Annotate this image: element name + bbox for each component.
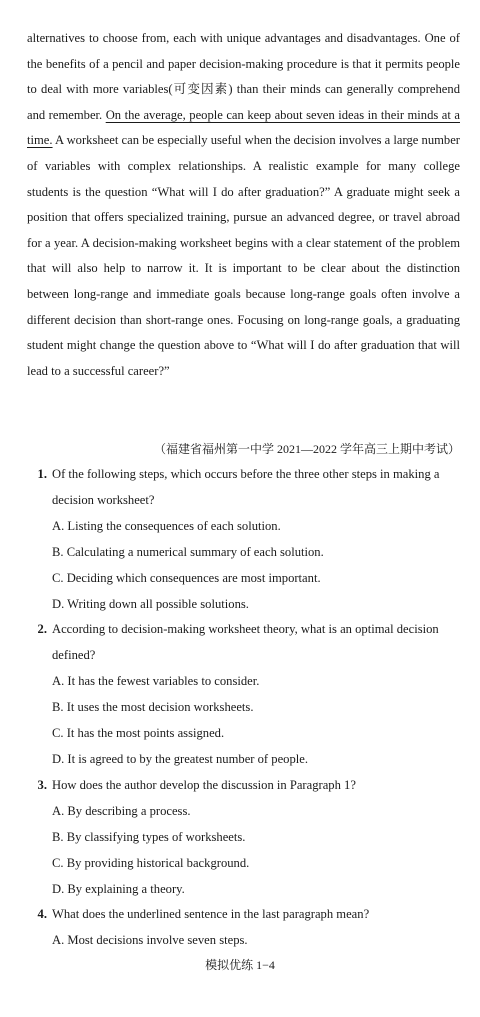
answer-option-a: A. By describing a process. xyxy=(52,803,191,818)
question-number: 2. xyxy=(37,622,47,637)
answer-option-a: A. Listing the consequences of each solution. xyxy=(52,518,281,533)
question-stem xyxy=(27,902,462,928)
question-2 xyxy=(27,617,462,772)
passage-text-rest: A worksheet can be especially useful when the decision involves a large number of variables with complex relationships. A realistic example for many college students is the question “What will I do after graduation?” A graduate might seek a position that offers specialized training, pursue an advanced degree, or travel abroad for a year. A decision-making worksheet begins with a clear statement of the problem that will also help to narrow it. It is important to be clear about the distinction between long-range and immediate goals because long-range goals often involve a different decision than short-range ones. Focusing on long-range goals, a graduating student might change the question above to “What will I do after graduation that will lead to a successful career?” xyxy=(27,133,460,378)
answer-option-b: B. It uses the most decision worksheets. xyxy=(52,700,254,715)
question-stem xyxy=(27,617,462,669)
answer-option-b: B. By classifying types of worksheets. xyxy=(52,829,246,844)
passage-paragraph xyxy=(27,26,460,384)
answer-option-d: D. By explaining a theory. xyxy=(52,881,185,896)
question-4 xyxy=(27,902,462,954)
question-number: 3. xyxy=(37,777,47,792)
question-number: 4. xyxy=(37,907,47,922)
question-list xyxy=(27,462,462,954)
question-1 xyxy=(27,462,462,617)
answer-option-a: A. Most decisions involve seven steps. xyxy=(52,933,248,948)
answer-option-c: C. It has the most points assigned. xyxy=(52,726,225,741)
question-3 xyxy=(27,773,462,903)
source-citation: （福建省福州第一中学 2021—2022 学年高三上期中考试） xyxy=(153,442,460,456)
answer-option-b: B. Calculating a numerical summary of each solution. xyxy=(52,544,324,559)
reading-passage xyxy=(27,26,460,384)
passage-text-lead: alternatives to choose from, each with unique advantages and disadvantages. One of the benefits of a pencil and paper decision-making procedure is that it permits people to deal with more variables(可变因素) than their minds can generally comprehend and remember. xyxy=(27,31,460,122)
answer-option-d: D. It is agreed to by the greatest number of people. xyxy=(52,751,308,766)
question-stem xyxy=(27,462,462,514)
answer-option-d: D. Writing down all possible solutions. xyxy=(52,596,249,611)
question-stem xyxy=(27,773,462,799)
page-footer: 模拟优练 1−4 xyxy=(205,958,275,972)
question-text: How does the author develop the discussion in Paragraph 1? xyxy=(52,777,356,792)
underlined-sentence: On the average, people can keep about seven ideas in their minds at a time. xyxy=(27,107,460,148)
question-text: According to decision-making worksheet theory, what is an optimal decision defined? xyxy=(52,622,439,663)
answer-option-c: C. Deciding which consequences are most important. xyxy=(52,570,321,585)
answer-option-a: A. It has the fewest variables to consider. xyxy=(52,674,260,689)
question-number: 1. xyxy=(37,467,47,481)
answer-option-c: C. By providing historical background. xyxy=(52,855,250,870)
question-text: Of the following steps, which occurs before the three other steps in making a decision worksheet? xyxy=(52,467,440,507)
question-text: What does the underlined sentence in the last paragraph mean? xyxy=(52,907,370,922)
